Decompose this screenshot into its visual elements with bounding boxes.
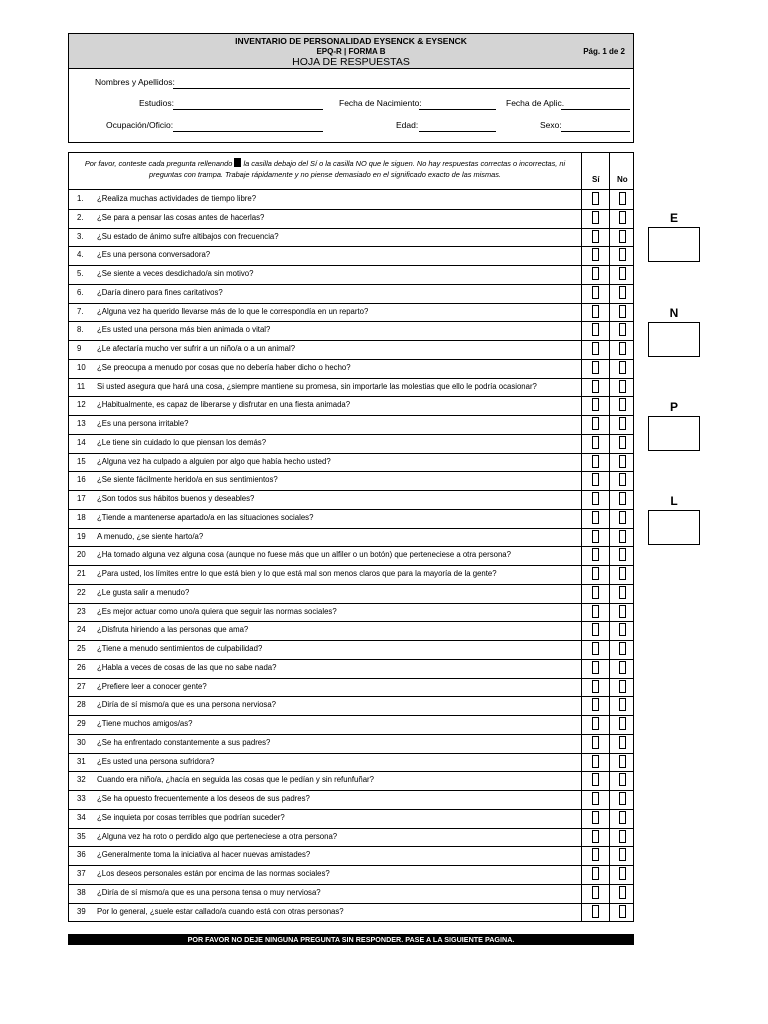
no-checkbox[interactable] — [619, 530, 626, 543]
yes-checkbox[interactable] — [592, 455, 599, 468]
question-row — [69, 321, 633, 340]
yes-checkbox[interactable] — [592, 473, 599, 486]
yes-checkbox[interactable] — [592, 848, 599, 861]
no-checkbox[interactable] — [619, 398, 626, 411]
question-text: A menudo, ¿se siente harto/a? — [97, 531, 204, 541]
yes-checkbox[interactable] — [592, 586, 599, 599]
no-checkbox[interactable] — [619, 361, 626, 374]
question-row — [69, 753, 633, 772]
sex-label: Sexo: — [540, 120, 562, 130]
no-checkbox[interactable] — [619, 586, 626, 599]
question-text: ¿Tiene muchos amigos/as? — [97, 719, 193, 728]
question-text: ¿Es usted una persona sufridora? — [97, 756, 215, 766]
question-number: 8. — [77, 325, 84, 335]
question-number: 13 — [77, 419, 86, 428]
sheet-title: HOJA DE RESPUESTAS — [292, 56, 410, 68]
yes-checkbox[interactable] — [592, 792, 599, 805]
question-row — [69, 828, 633, 847]
question-text: ¿Le afectaría mucho ver sufrir a un niño/a o a un animal? — [97, 344, 296, 353]
score-label: N — [669, 306, 679, 320]
question-row — [69, 584, 633, 603]
yes-checkbox[interactable] — [592, 886, 599, 899]
no-checkbox[interactable] — [619, 736, 626, 749]
page-number: Pág. 1 de 2 — [583, 47, 625, 56]
question-row — [69, 246, 633, 265]
question-row — [69, 865, 633, 884]
question-number: 3. — [77, 231, 84, 241]
question-text: ¿Tiende a mantenerse apartado/a en las situaciones sociales? — [97, 512, 314, 522]
question-text: ¿Habla a veces de cosas de las que no sabe nada? — [97, 662, 277, 672]
name-field[interactable] — [173, 88, 630, 89]
question-text: ¿Diría de sí mismo/a que es una persona tensa o muy nerviosa? — [97, 887, 321, 897]
question-text: ¿Se preocupa a menudo por cosas que no debería haber dicho o hecho? — [97, 362, 351, 372]
question-row — [69, 790, 633, 809]
yes-checkbox[interactable] — [592, 323, 599, 336]
question-number: 38 — [77, 887, 86, 897]
yes-checkbox[interactable] — [592, 192, 599, 205]
filled-box-icon — [234, 158, 241, 167]
yes-checkbox[interactable] — [592, 605, 599, 618]
question-number: 35 — [77, 831, 86, 841]
question-text: Si usted asegura que hará una cosa, ¿siempre mantiene su promesa, sin importarle las molestias que ello le podría ocasionar? — [97, 381, 537, 391]
question-number: 19 — [77, 531, 86, 541]
no-checkbox[interactable] — [619, 492, 626, 505]
no-checkbox[interactable] — [619, 755, 626, 768]
question-text: ¿Son todos sus hábitos buenos y deseables? — [97, 494, 255, 503]
question-text: ¿Alguna vez ha querido llevarse más de lo que le correspondía en un reparto? — [97, 306, 369, 316]
yes-checkbox[interactable] — [592, 830, 599, 843]
yes-checkbox[interactable] — [592, 361, 599, 374]
yes-checkbox[interactable] — [592, 736, 599, 749]
question-row — [69, 303, 633, 322]
question-row — [69, 884, 633, 903]
yes-checkbox[interactable] — [592, 680, 599, 693]
question-row — [69, 659, 633, 678]
question-row — [69, 190, 633, 209]
question-text: ¿Es usted una persona más bien animada o vital? — [97, 325, 271, 335]
question-number: 6. — [77, 287, 84, 297]
no-checkbox[interactable] — [619, 455, 626, 468]
question-number: 31 — [77, 756, 86, 766]
instructions-part-1: Por favor, conteste cada pregunta rellenando — [84, 159, 233, 168]
yes-checkbox[interactable] — [592, 867, 599, 880]
question-text: ¿Su estado de ánimo sufre altibajos con frecuencia? — [97, 231, 279, 241]
question-row — [69, 771, 633, 790]
question-number: 39 — [77, 906, 86, 916]
no-checkbox[interactable] — [619, 642, 626, 655]
question-number: 37 — [77, 869, 86, 878]
question-text: ¿Le tiene sin cuidado lo que piensan los demás? — [97, 437, 267, 447]
yes-checkbox[interactable] — [592, 567, 599, 580]
question-text: ¿Se siente a veces desdichado/a sin motivo? — [97, 269, 254, 278]
form-subtitle: EPQ-R | FORMA B — [316, 47, 386, 56]
yes-checkbox[interactable] — [592, 755, 599, 768]
question-number: 28 — [77, 700, 86, 710]
yes-checkbox[interactable] — [592, 642, 599, 655]
no-checkbox[interactable] — [619, 192, 626, 205]
question-number: 25 — [77, 644, 86, 653]
no-checkbox[interactable] — [619, 773, 626, 786]
no-checkbox[interactable] — [619, 230, 626, 243]
question-number: 10 — [77, 362, 86, 372]
question-text: ¿Diría de sí mismo/a que es una persona nerviosa? — [97, 700, 276, 710]
yes-checkbox[interactable] — [592, 623, 599, 636]
no-checkbox[interactable] — [619, 248, 626, 261]
question-text: ¿Es una persona conversadora? — [97, 250, 211, 260]
yes-checkbox[interactable] — [592, 417, 599, 430]
question-text: ¿Alguna vez ha culpado a alguien por algo que había hecho usted? — [97, 456, 331, 466]
no-checkbox[interactable] — [619, 905, 626, 918]
no-checkbox[interactable] — [619, 473, 626, 486]
score-box[interactable] — [648, 510, 700, 545]
occupation-label: Ocupación/Oficio: — [106, 120, 174, 130]
question-row — [69, 621, 633, 640]
question-text: ¿Se ha enfrentado constantemente a sus padres? — [97, 737, 271, 747]
no-checkbox[interactable] — [619, 267, 626, 280]
title-band — [69, 34, 633, 69]
question-number: 9 — [77, 344, 82, 353]
question-number: 23 — [77, 606, 86, 616]
age-field[interactable] — [419, 131, 496, 132]
question-number: 5. — [77, 269, 84, 278]
occupation-field[interactable] — [173, 131, 323, 132]
question-number: 26 — [77, 662, 86, 672]
score-box[interactable] — [648, 416, 700, 451]
question-row — [69, 528, 633, 547]
no-checkbox[interactable] — [619, 211, 626, 224]
question-row — [69, 715, 633, 734]
birth-date-label: Fecha de Nacimiento: — [339, 98, 422, 108]
question-number: 12 — [77, 400, 86, 410]
question-row — [69, 509, 633, 528]
no-checkbox[interactable] — [619, 680, 626, 693]
question-number: 33 — [77, 794, 86, 803]
question-text: ¿Tiene a menudo sentimientos de culpabilidad? — [97, 644, 263, 653]
yes-checkbox[interactable] — [592, 398, 599, 411]
yes-checkbox[interactable] — [592, 811, 599, 824]
question-row — [69, 396, 633, 415]
question-row — [69, 546, 633, 565]
yes-checkbox[interactable] — [592, 248, 599, 261]
question-number: 27 — [77, 681, 86, 691]
no-checkbox[interactable] — [619, 661, 626, 674]
yes-checkbox[interactable] — [592, 436, 599, 449]
question-text: ¿Para usted, los límites entre lo que está bien y lo que está mal son menos claros que para la mayoría de la gente? — [97, 569, 497, 578]
question-number: 7. — [77, 306, 84, 316]
form-header — [68, 33, 634, 143]
question-number: 36 — [77, 850, 86, 860]
yes-checkbox[interactable] — [592, 773, 599, 786]
no-checkbox[interactable] — [619, 567, 626, 580]
score-label: P — [669, 400, 678, 414]
question-text: ¿Ha tomado alguna vez alguna cosa (aunque no fuese más que un alfiler o un botón) que perteneciese a otra persona? — [97, 550, 511, 560]
score-box[interactable] — [648, 322, 700, 357]
question-row — [69, 696, 633, 715]
question-row — [69, 809, 633, 828]
question-row — [69, 565, 633, 584]
question-number: 29 — [77, 719, 86, 728]
question-number: 20 — [77, 550, 86, 560]
studies-field[interactable] — [173, 109, 323, 110]
question-row — [69, 415, 633, 434]
no-checkbox[interactable] — [619, 867, 626, 880]
question-text: ¿Es una persona irritable? — [97, 419, 189, 428]
age-label: Edad: — [396, 120, 419, 130]
question-number: 18 — [77, 512, 86, 522]
question-row — [69, 453, 633, 472]
no-checkbox[interactable] — [619, 286, 626, 299]
yes-checkbox[interactable] — [592, 492, 599, 505]
score-label: L — [670, 494, 678, 508]
question-row — [69, 603, 633, 622]
yes-checkbox[interactable] — [592, 511, 599, 524]
yes-checkbox[interactable] — [592, 661, 599, 674]
question-row — [69, 284, 633, 303]
question-text: ¿Alguna vez ha roto o perdido algo que perteneciese a otra persona? — [97, 831, 338, 841]
question-text: ¿Los deseos personales están por encima de las normas sociales? — [97, 869, 330, 878]
no-checkbox[interactable] — [619, 417, 626, 430]
question-number: 1. — [77, 194, 84, 203]
studies-label: Estudios: — [139, 98, 174, 108]
no-checkbox[interactable] — [619, 305, 626, 318]
question-number: 21 — [77, 569, 86, 578]
yes-checkbox[interactable] — [592, 548, 599, 561]
question-row — [69, 846, 633, 865]
no-checkbox[interactable] — [619, 811, 626, 824]
question-number: 14 — [77, 437, 86, 447]
question-text: ¿Se para a pensar las cosas antes de hacerlas? — [97, 212, 265, 222]
no-checkbox[interactable] — [619, 830, 626, 843]
question-text: ¿Le gusta salir a menudo? — [97, 587, 190, 597]
questions-table — [68, 152, 634, 922]
question-number: 34 — [77, 812, 86, 822]
yes-checkbox[interactable] — [592, 698, 599, 711]
instructions-part-2: la casilla debajo del Sí o la casilla NO que le siguen. No hay respuestas correctas o incorrectas, ni preguntas con trampa. Trabaje rápidamente y no piense demasiado en el significado exacto de las mismas. — [149, 159, 566, 179]
no-checkbox[interactable] — [619, 342, 626, 355]
question-number: 30 — [77, 737, 86, 747]
application-date-field[interactable] — [561, 109, 630, 110]
no-checkbox[interactable] — [619, 792, 626, 805]
yes-checkbox[interactable] — [592, 267, 599, 280]
score-label: E — [669, 211, 678, 225]
question-number: 15 — [77, 456, 86, 466]
instructions — [69, 153, 581, 189]
score-box[interactable] — [648, 227, 700, 262]
yes-checkbox[interactable] — [592, 305, 599, 318]
no-checkbox[interactable] — [619, 548, 626, 561]
yes-column-header: Sí — [592, 175, 600, 184]
question-text: ¿Se siente fácilmente herido/a en sus sentimientos? — [97, 475, 278, 485]
question-number: 32 — [77, 775, 86, 785]
question-row — [69, 490, 633, 509]
question-row — [69, 209, 633, 228]
yes-checkbox[interactable] — [592, 717, 599, 730]
question-number: 24 — [77, 625, 86, 635]
question-row — [69, 471, 633, 490]
question-row — [69, 340, 633, 359]
no-checkbox[interactable] — [619, 323, 626, 336]
question-text: ¿Daría dinero para fines caritativos? — [97, 287, 223, 297]
question-number: 4. — [77, 250, 84, 260]
question-row — [69, 359, 633, 378]
no-checkbox[interactable] — [619, 698, 626, 711]
yes-checkbox[interactable] — [592, 530, 599, 543]
question-number: 17 — [77, 494, 86, 503]
question-row — [69, 378, 633, 397]
birth-date-field[interactable] — [419, 109, 496, 110]
question-text: ¿Prefiere leer a conocer gente? — [97, 681, 207, 691]
yes-checkbox[interactable] — [592, 905, 599, 918]
no-checkbox[interactable] — [619, 848, 626, 861]
question-row — [69, 734, 633, 753]
question-row — [69, 434, 633, 453]
question-row — [69, 678, 633, 697]
name-label: Nombres y Apellidos: — [95, 77, 175, 87]
no-checkbox[interactable] — [619, 511, 626, 524]
sex-field[interactable] — [561, 131, 630, 132]
no-checkbox[interactable] — [619, 717, 626, 730]
yes-checkbox[interactable] — [592, 286, 599, 299]
question-text: ¿Se inquieta por cosas terribles que podrían suceder? — [97, 812, 285, 822]
yes-checkbox[interactable] — [592, 211, 599, 224]
question-number: 2. — [77, 212, 84, 222]
question-number: 16 — [77, 475, 86, 485]
question-text: ¿Se ha opuesto frecuentemente a los deseos de sus padres? — [97, 794, 310, 803]
question-row — [69, 640, 633, 659]
question-number: 11 — [77, 381, 86, 391]
question-text: ¿Es mejor actuar como uno/a quiera que seguir las normas sociales? — [97, 606, 337, 616]
question-text: ¿Disfruta hiriendo a las personas que ama? — [97, 625, 249, 635]
no-checkbox[interactable] — [619, 436, 626, 449]
yes-checkbox[interactable] — [592, 342, 599, 355]
question-text: ¿Habitualmente, es capaz de liberarse y disfrutar en una fiesta animada? — [97, 400, 351, 410]
question-row — [69, 265, 633, 284]
no-checkbox[interactable] — [619, 380, 626, 393]
question-row — [69, 903, 633, 922]
form-title: INVENTARIO DE PERSONALIDAD EYSENCK & EYSENCK — [235, 36, 467, 46]
question-text: ¿Realiza muchas actividades de tiempo libre? — [97, 194, 257, 203]
question-text: ¿Generalmente toma la iniciativa al hacer nuevas amistades? — [97, 850, 311, 860]
no-checkbox[interactable] — [619, 623, 626, 636]
question-text: Cuando era niño/a, ¿hacía en seguida las cosas que le pedían y sin refunfuñar? — [97, 775, 374, 785]
question-text: Por lo general, ¿suele estar callado/a cuando está con otras personas? — [97, 906, 344, 916]
yes-checkbox[interactable] — [592, 230, 599, 243]
footer-notice: POR FAVOR NO DEJE NINGUNA PREGUNTA SIN RESPONDER. PASE A LA SIGUIENTE PAGINA. — [68, 934, 634, 945]
no-column-header: No — [617, 175, 628, 184]
question-row — [69, 228, 633, 247]
question-number: 22 — [77, 587, 86, 597]
application-date-label: Fecha de Aplic. — [506, 98, 565, 108]
no-checkbox[interactable] — [619, 886, 626, 899]
no-checkbox[interactable] — [619, 605, 626, 618]
yes-checkbox[interactable] — [592, 380, 599, 393]
